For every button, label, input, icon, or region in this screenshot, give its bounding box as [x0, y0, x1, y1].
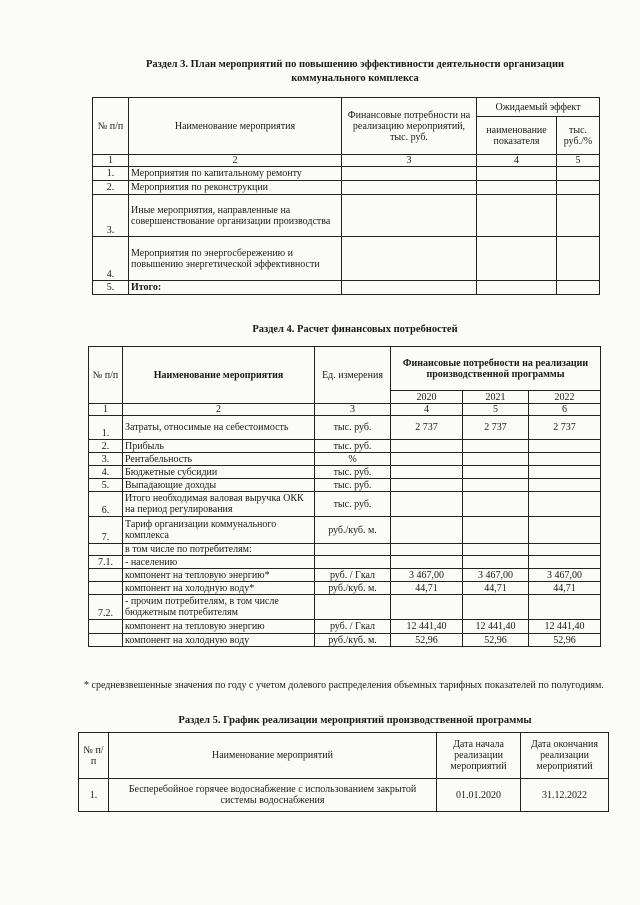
s4-header-num: № п/п — [89, 347, 123, 404]
section4-table — [88, 346, 601, 647]
table-row: компонент на тепловую энергию* руб. / Гкал 3 467,00 3 467,00 3 467,00 — [89, 569, 601, 582]
s4-colnum: 6 — [529, 404, 601, 416]
s3-header-num: № п/п — [93, 98, 129, 155]
s3-colnum: 4 — [477, 155, 557, 167]
s5-header-name: Наименование мероприятий — [109, 733, 437, 779]
table-row: 5. Итого: — [93, 281, 600, 295]
table-row: компонент на тепловую энергию руб. / Гкал 12 441,40 12 441,40 12 441,40 — [89, 620, 601, 634]
s3-colnum: 2 — [129, 155, 342, 167]
s3-header-effect: Ожидаемый эффект — [477, 98, 600, 117]
section3-title: Раздел 3. План мероприятий по повышению эффективности деятельности организации коммунального комплекса — [145, 59, 565, 84]
s4-colnum: 4 — [391, 404, 463, 416]
s3-header-name: Наименование мероприятия — [129, 98, 342, 155]
s3-header-value: тыс. руб./% — [557, 117, 600, 155]
s3-colnum: 3 — [342, 155, 477, 167]
table-row: 4. Мероприятия по энергосбережению и повышению энергетической эффективности — [93, 237, 600, 281]
section5-table — [78, 732, 609, 812]
table-row: 1. Затраты, относимые на себестоимость тыс. руб. 2 737 2 737 2 737 — [89, 416, 601, 440]
s4-colnum: 3 — [315, 404, 391, 416]
table-row: 2. Мероприятия по реконструкции — [93, 181, 600, 195]
section5-title: Раздел 5. График реализации мероприятий производственной программы — [178, 715, 532, 726]
s4-colnum: 1 — [89, 404, 123, 416]
s3-header-fin: Финансовые потребности на реализацию мероприятий, тыс. руб. — [342, 98, 477, 155]
s5-header-num: № п/п — [79, 733, 109, 779]
s4-colnum: 5 — [463, 404, 529, 416]
section4-title: Раздел 4. Расчет финансовых потребностей — [252, 324, 458, 335]
table-row: компонент на холодную воду руб./куб. м. 52,96 52,96 52,96 — [89, 634, 601, 647]
s4-header-unit: Ед. измерения — [315, 347, 391, 404]
section3-table — [92, 97, 600, 295]
s5-header-end: Дата окончания реализации мероприятий — [521, 733, 609, 779]
s3-colnum: 1 — [93, 155, 129, 167]
s4-year-2021: 2021 — [463, 391, 529, 404]
table-row: 2. Прибыль тыс. руб. — [89, 440, 601, 453]
section4-footnote: * средневзвешенные значения по году с учетом долевого распределения объемных тарифных показателей по полугодиям. — [84, 680, 604, 691]
table-row: 5. Выпадающие доходы тыс. руб. — [89, 479, 601, 492]
s3-header-indicator: наименование показателя — [477, 117, 557, 155]
table-row: 6. Итого необходимая валовая выручка ОКК на период регулирования тыс. руб. — [89, 492, 601, 517]
table-row: 3. Рентабельность % — [89, 453, 601, 466]
s5-header-start: Дата начала реализации мероприятий — [437, 733, 521, 779]
table-row: 7.1. - населению — [89, 556, 601, 569]
table-row: компонент на холодную воду* руб./куб. м. 44,71 44,71 44,71 — [89, 582, 601, 595]
table-row: 7. Тариф организации коммунального комплекса руб./куб. м. — [89, 517, 601, 544]
table-row: 3. Иные мероприятия, направленные на совершенствование организации производства — [93, 195, 600, 237]
s4-year-2022: 2022 — [529, 391, 601, 404]
s3-colnum: 5 — [557, 155, 600, 167]
s4-colnum: 2 — [123, 404, 315, 416]
table-row: 4. Бюджетные субсидии тыс. руб. — [89, 466, 601, 479]
s4-header-fin: Финансовые потребности на реализации производственной программы — [391, 347, 601, 391]
s4-header-name: Наименование мероприятия — [123, 347, 315, 404]
table-row: 1. Мероприятия по капитальному ремонту — [93, 167, 600, 181]
table-row: 1. Бесперебойное горячее водоснабжение с использованием закрытой системы водоснабжения 01.01.2020 31.12.2022 — [79, 779, 609, 812]
s4-year-2020: 2020 — [391, 391, 463, 404]
table-row: в том числе по потребителям: — [89, 544, 601, 556]
table-row: 7.2. - прочим потребителям, в том числе бюджетным потребителям — [89, 595, 601, 620]
